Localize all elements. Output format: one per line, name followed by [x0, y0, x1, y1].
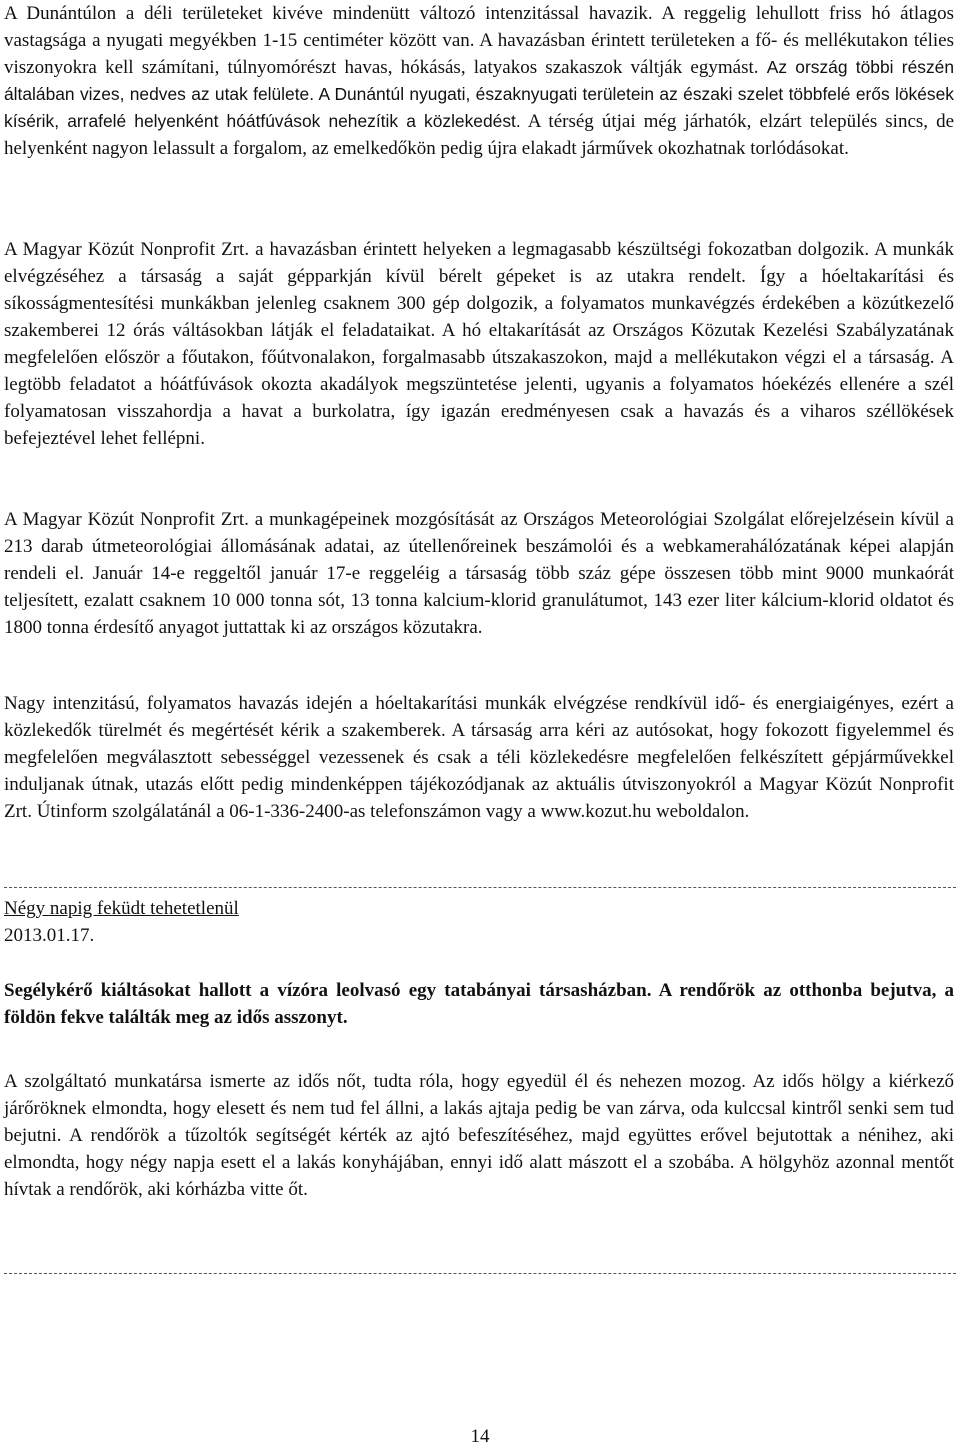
- weather-report-text-serif: A Dunántúlon a déli területeket kivéve mindenütt változó intenzitással havazik. A reggelig lehullott friss hó átlagos vastagsága a nyugati megyékben 1-15 centiméter között van. A havazásban érintett területeken a fő- és mellékutakon télies viszonyokra kell számítani, túlnyomórészt havas, hókásás, latyakos szakaszok váltják egymást.: [4, 3, 954, 78]
- driver-advice-paragraph: Nagy intenzitású, folyamatos havazás idején a hóeltakarítási munkák elvégzése rendkívül idő- és energiaigényes, ezért a közlekedők türelmét és megértését kérik a szakemberek. A társaság arra kéri az autósokat, hogy fokozott figyelemmel és megfelelően megválasztott sebességgel vezessenek és csak a téli közlekedésre megfelelően felkészített gépjárművekkel induljanak útnak, utazás előtt pedig mindenképpen tájékozódjanak az aktuális útviszonyokról a Magyar Közút Nonprofit Zrt. Útinform szolgálatánál a 06-1-336-2400-as telefonszámon vagy a www.kozut.hu weboldalon.: [4, 693, 954, 822]
- article-date: 2013.01.17.: [4, 925, 95, 946]
- article-lead: Segélykérő kiáltásokat hallott a vízóra leolvasó egy tatabányai társasházban. A rendőrök az otthonba bejutva, a földön fekve találták meg az idős asszonyt.: [4, 980, 954, 1028]
- article-title-link[interactable]: Négy napig feküdt tehetetlenül: [4, 898, 239, 919]
- road-maintenance-paragraph: A Magyar Közút Nonprofit Zrt. a havazásban érintett helyeken a legmagasabb készültségi fokozatban dolgozik. A munkák elvégzéséhez a társaság a saját gépparkján kívül bérelt gépeket is az utakra rendelt. Így a hóeltakarítási és síkosságmentesítési munkákban jelenleg csaknem 300 gép dolgozik, a folyamatos munkavégzés érdekében a közútkezelő szakemberei 12 órás váltásokban látják el feladataikat. A hó eltakarítását az Országos Közutak Kezelési Szabályzatának megfelelően először a főutakon, főútvonalakon, forgalmasabb útszakaszokon, majd a mellékutakon végzi el a társaság. A legtöbb feladatot a hóátfúvások okozta akadályok megszüntetése jelenti, ugyanis a folyamatos hóekézés ellenére a szél folyamatosan visszahordja a havat a burkolatra, így igazán eredményesen csak a havazás és a viharos széllökések befejeztével lehet fellépni.: [4, 239, 954, 449]
- weather-report-text-sans: Az ország többi részén általában vizes, nedves az utak felülete. A Dunántúl nyugati, északnyugati területein az északi szelet többfelé erős lökések kísérik, arrafelé helyenként hóátfúvások nehezítik a közlekedést.: [4, 57, 954, 131]
- page-number: 14: [470, 1426, 490, 1447]
- weather-report-text-continuation: A térség útjai még járhatók, elzárt település sincs, de helyenként nagyon lelassult a forgalom, az emelkedőkön pedig újra elakadt járművek okozhatnak torlódásokat.: [4, 111, 955, 159]
- dashed-divider-bottom: [4, 1273, 956, 1274]
- dashed-divider-top: [4, 887, 956, 888]
- machinery-statistics-paragraph: A Magyar Közút Nonprofit Zrt. a munkagépeinek mozgósítását az Országos Meteorológiai Szolgálat előrejelzésein kívül a 213 darab útmeteorológiai állomásának adatai, az útellenőreinek beszámolói és a webkamerahálózatának képei alapján rendeli el. Január 14-e reggeltől január 17-e reggeléig a társaság több száz gépe összesen több mint 9000 munkaórát teljesített, ezalatt csaknem 10 000 tonna sót, 13 tonna kalcium-klorid granulátumot, 143 ezer liter kálcium-klorid oldatot és 1800 tonna érdesítő anyagot juttattak ki az országos közutakra.: [4, 509, 954, 638]
- weather-report-paragraph: [4, 0, 954, 162]
- article-body: A szolgáltató munkatársa ismerte az idős nőt, tudta róla, hogy egyedül él és nehezen mozog. Az idős hölgy a kiérkező járőröknek elmondta, hogy elesett és nem tud fel állni, a lakás ajtaja pedig be van zárva, oda kulccsal kintről senki sem tud bejutni. A rendőrök a tűzoltók segítségét kérték az ajtó befeszítéséhez, majd együttes erővel bejutottak a nénihez, aki elmondta, hogy négy napja esett el a lakás konyhájában, ennyi idő alatt mászott el a szobába. A hölgyhöz azonnal mentőt hívtak a rendőrök, aki kórházba vitte őt.: [4, 1071, 954, 1200]
